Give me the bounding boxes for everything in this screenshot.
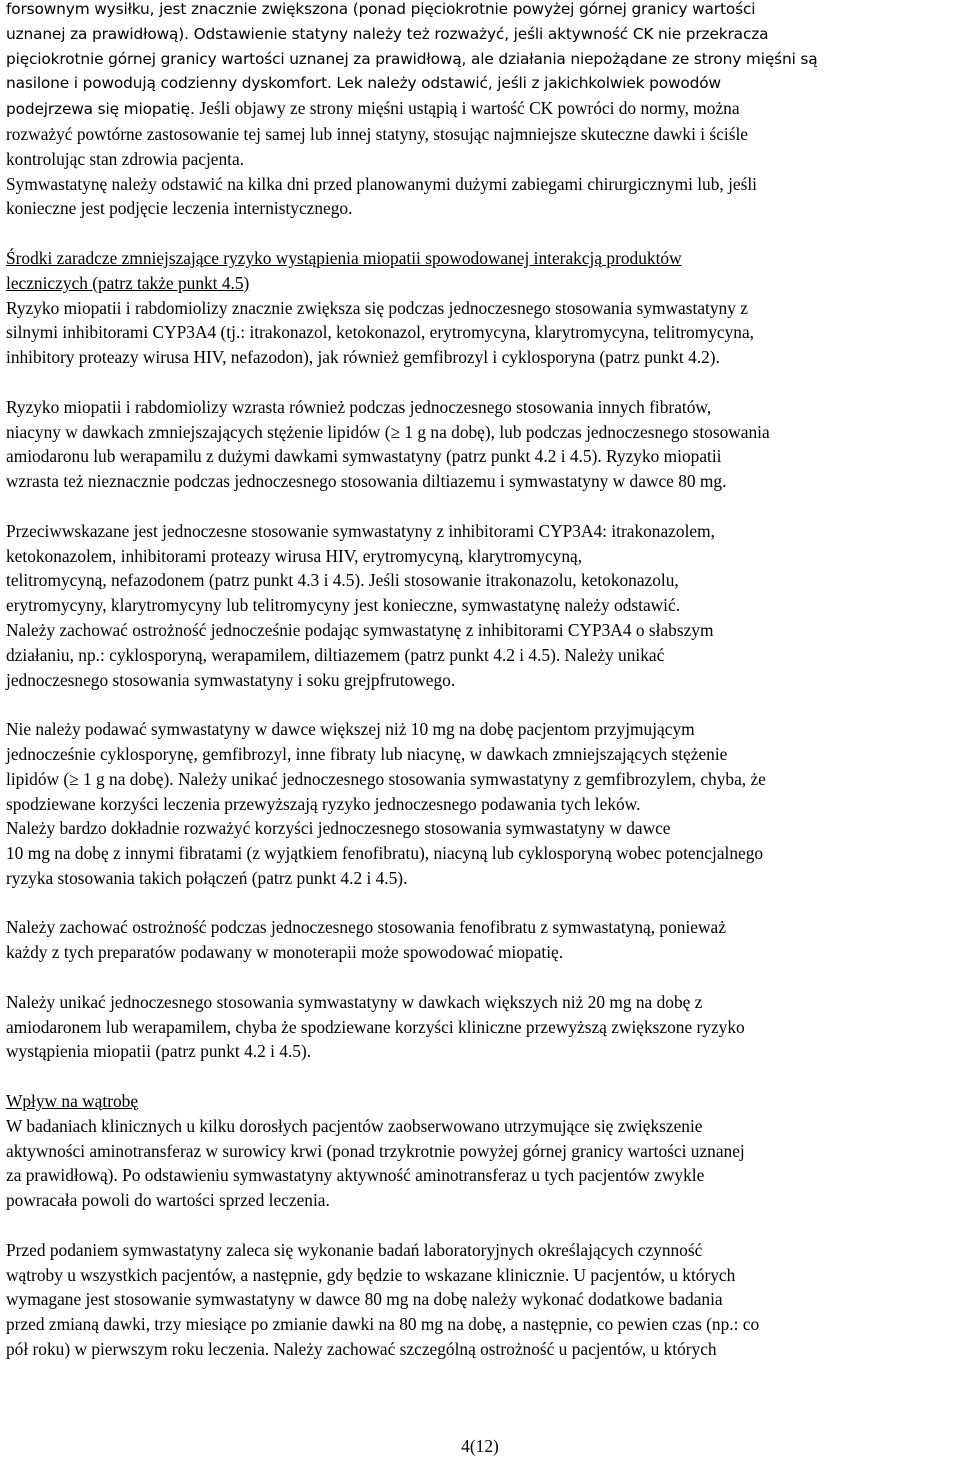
text-segment: Ryzyko miopatii i rabdomiolizy wzrasta również podczas jednoczesnego stosowania innych fibratów,	[6, 396, 712, 417]
text-line	[6, 643, 956, 668]
text-segment: pięciokrotnie górnej granicy wartości uznanej za prawidłową, ale działania niepożądane ze strony mięśni są	[6, 49, 818, 68]
text-segment: działaniu, np.: cyklosporyną, werapamilem, diltiazemem (patrz punkt 4.2 i 4.5). Należy unikać	[6, 644, 665, 665]
paragraph-gap	[6, 494, 958, 519]
text-segment: powracała powoli do wartości sprzed leczenia.	[6, 1190, 330, 1211]
text-line	[6, 1139, 956, 1164]
text-line	[6, 444, 956, 469]
text-segment: Przed podaniem symwastatyny zaleca się wykonanie badań laboratoryjnych określających czynność	[6, 1239, 703, 1260]
text-line	[6, 296, 956, 321]
text-segment: nasilone i powodują codzienny dyskomfort. Lek należy odstawić, jeśli z jakichkolwiek powodów	[6, 74, 721, 93]
text-segment: wystąpienia miopatii (patrz punkt 4.2 i 4.5).	[6, 1041, 312, 1062]
text-line	[6, 196, 956, 221]
text-line	[6, 1188, 956, 1213]
paragraph-gap	[6, 891, 958, 916]
text-segment: wzrasta też nieznacznie podczas jednoczesnego stosowania diltiazemu i symwastatyny w dawce 80 mg.	[6, 471, 727, 492]
text-line	[6, 717, 956, 742]
text-segment: niacyny w dawkach zmniejszających stężenie lipidów (≥ 1 g na dobę), lub podczas jednoczesnego stosowania	[6, 421, 770, 442]
paragraph-gap	[6, 221, 958, 246]
text-segment: kontrolując stan zdrowia pacjenta.	[6, 148, 245, 169]
section-heading-text: Wpływ na wątrobę	[6, 1091, 139, 1112]
text-line	[6, 940, 956, 965]
text-segment: Symwastatynę należy odstawić na kilka dni przed planowanymi dużymi zabiegami chirurgicznymi lub, jeśli	[6, 173, 758, 194]
text-line	[6, 147, 956, 172]
text-segment: jednoczesnego stosowania symwastatyny i soku grejpfrutowego.	[6, 669, 456, 690]
text-segment: rozważyć powtórne zastosowanie tej samej lub innej statyny, stosując najmniejsze skuteczne dawki i ściśle	[6, 123, 748, 144]
text-line	[6, 841, 956, 866]
text-line	[6, 618, 956, 643]
text-line	[6, 1015, 956, 1040]
text-line	[6, 544, 956, 569]
text-segment: uznanej za prawidłową).	[6, 24, 194, 43]
text-segment: ketokonazolem, inhibitorami proteazy wirusa HIV, erytromycyną, klarytromycyną,	[6, 545, 583, 566]
text-segment: jednocześnie cyklosporynę, gemfibrozyl, inne fibraty lub niacynę, w dawkach zmniejszających stężenie	[6, 743, 728, 764]
paragraph-gap	[6, 1213, 958, 1238]
text-segment: lipidów (≥ 1 g na dobę). Należy unikać jednoczesnego stosowania symwastatyny z gemfibrozylem, chyba, że	[6, 768, 766, 789]
text-segment: konieczne jest podjęcie leczenia internistycznego.	[6, 198, 353, 219]
text-line	[6, 345, 956, 370]
text-segment: za prawidłową). Po odstawieniu symwastatyny aktywność aminotransferaz u tych pacjentów zwykle	[6, 1165, 705, 1186]
text-line	[6, 395, 956, 420]
text-line	[6, 96, 956, 122]
text-segment: wątroby u wszystkich pacjentów, a następnie, gdy będzie to wskazane klinicznie. U pacjentów, u których	[6, 1264, 736, 1285]
text-segment: Należy bardzo dokładnie rozważyć korzyści jednoczesnego stosowania symwastatyny w dawce	[6, 818, 671, 839]
text-line	[6, 990, 956, 1015]
text-line	[6, 71, 956, 96]
text-segment: Przeciwwskazane jest jednoczesne stosowanie symwastatyny z inhibitorami CYP3A4: itrakonazolem,	[6, 520, 715, 541]
text-segment: wymagane jest stosowanie symwastatyny w dawce 80 mg na dobę należy wykonać dodatkowe badania	[6, 1289, 723, 1310]
text-line	[6, 816, 956, 841]
page-number: 4(12)	[461, 1436, 499, 1456]
text-line	[6, 1039, 956, 1064]
text-line	[6, 1238, 956, 1263]
text-line	[6, 568, 956, 593]
document-page	[6, 0, 958, 1362]
text-segment: spodziewane korzyści leczenia przewyższają ryzyko jednoczesnego podawania tych leków.	[6, 793, 641, 814]
text-line	[6, 469, 956, 494]
text-line	[6, 593, 956, 618]
text-segment: amiodaronem lub werapamilem, chyba że spodziewane korzyści kliniczne przewyższą zwiększone ryzyko	[6, 1016, 745, 1037]
text-segment: telitromycyną, nefazodonem (patrz punkt 4.3 i 4.5). Jeśli stosowanie itrakonazolu, ketokonazolu,	[6, 570, 679, 591]
text-line	[6, 1263, 956, 1288]
text-line	[6, 320, 956, 345]
paragraph-gap	[6, 370, 958, 395]
text-segment: Ryzyko miopatii i rabdomiolizy znacznie zwiększa się podczas jednoczesnego stosowania symwastatyny z	[6, 297, 748, 318]
text-segment: aktywności aminotransferaz w surowicy krwi (ponad trzykrotnie powyżej górnej granicy wartości uznanej	[6, 1140, 745, 1161]
text-line	[6, 271, 956, 296]
text-line	[6, 246, 956, 271]
text-line	[6, 915, 956, 940]
text-line	[6, 1337, 956, 1362]
text-segment: Nie należy podawać symwastatyny w dawce większej niż 10 mg na dobę pacjentom przyjmującym	[6, 719, 695, 740]
text-line	[6, 0, 956, 22]
text-segment: Odstawienie statyny należy też rozważyć, jeśli aktywność CK nie przekracza	[193, 24, 769, 43]
text-line	[6, 47, 956, 72]
text-line	[6, 742, 956, 767]
text-line	[6, 1163, 956, 1188]
text-line	[6, 866, 956, 891]
text-line	[6, 22, 956, 47]
paragraph-gap	[6, 1064, 958, 1089]
paragraph-gap	[6, 692, 958, 717]
section-heading-text: leczniczych (patrz także punkt 4.5)	[6, 272, 250, 293]
text-segment: amiodaronu lub werapamilu z dużymi dawkami symwastatyny (patrz punkt 4.2 i 4.5). Ryzyko miopatii	[6, 446, 722, 467]
text-line	[6, 172, 956, 197]
text-segment: Jeśli objawy ze strony mięśni ustąpią i wartość CK powróci do normy, można	[199, 98, 740, 119]
text-segment: Należy zachować ostrożność jednocześnie podając symwastatynę z inhibitorami CYP3A4 o słabszym	[6, 619, 714, 640]
text-segment: każdy z tych preparatów podawany w monoterapii może spowodować miopatię.	[6, 942, 564, 963]
text-line	[6, 1287, 956, 1312]
text-line	[6, 1089, 956, 1114]
text-segment: inhibitory proteazy wirusa HIV, nefazodon), jak również gemfibrozyl i cyklosporyna (patrz punkt 4.2).	[6, 347, 720, 368]
text-segment: podejrzewa się miopatię.	[6, 100, 200, 119]
text-segment: Należy unikać jednoczesnego stosowania symwastatyny w dawkach większych niż 20 mg na dobę z	[6, 991, 703, 1012]
text-segment: ryzyka stosowania takich połączeń (patrz punkt 4.2 i 4.5).	[6, 867, 408, 888]
text-line	[6, 420, 956, 445]
text-line	[6, 1312, 956, 1337]
text-segment: przed zmianą dawki, trzy miesiące po zmianie dawki na 80 mg na dobę, a następnie, co pewien czas (np.: co	[6, 1314, 760, 1335]
paragraph-gap	[6, 965, 958, 990]
text-line	[6, 122, 956, 147]
text-line	[6, 1114, 956, 1139]
text-segment: 10 mg na dobę z innymi fibratami (z wyjątkiem fenofibratu), niacyną lub cyklosporyną wobec potencjalnego	[6, 843, 764, 864]
text-line	[6, 668, 956, 693]
text-segment: W badaniach klinicznych u kilku dorosłych pacjentów zaobserwowano utrzymujące się zwiększenie	[6, 1115, 703, 1136]
text-segment: Należy zachować ostrożność podczas jednoczesnego stosowania fenofibratu z symwastatyną, ponieważ	[6, 917, 726, 938]
text-line	[6, 519, 956, 544]
text-line	[6, 792, 956, 817]
text-line	[6, 767, 956, 792]
text-segment: forsownym wysiłku, jest znacznie zwiększona (ponad pięciokrotnie powyżej górnej granicy wartości	[6, 0, 756, 18]
text-segment: erytromycyny, klarytromycyny lub telitromycyny jest konieczne, symwastatynę należy odstawić.	[6, 595, 681, 616]
text-segment: silnymi inhibitorami CYP3A4 (tj.: itrakonazol, ketokonazol, erytromycyna, klarytromycyna, telitromycyna,	[6, 322, 755, 343]
text-segment: pół roku) w pierwszym roku leczenia. Należy zachować szczególną ostrożność u pacjentów, u których	[6, 1339, 717, 1360]
section-heading-text: Środki zaradcze zmniejszające ryzyko wystąpienia miopatii spowodowanej interakcją produktów	[6, 247, 682, 268]
